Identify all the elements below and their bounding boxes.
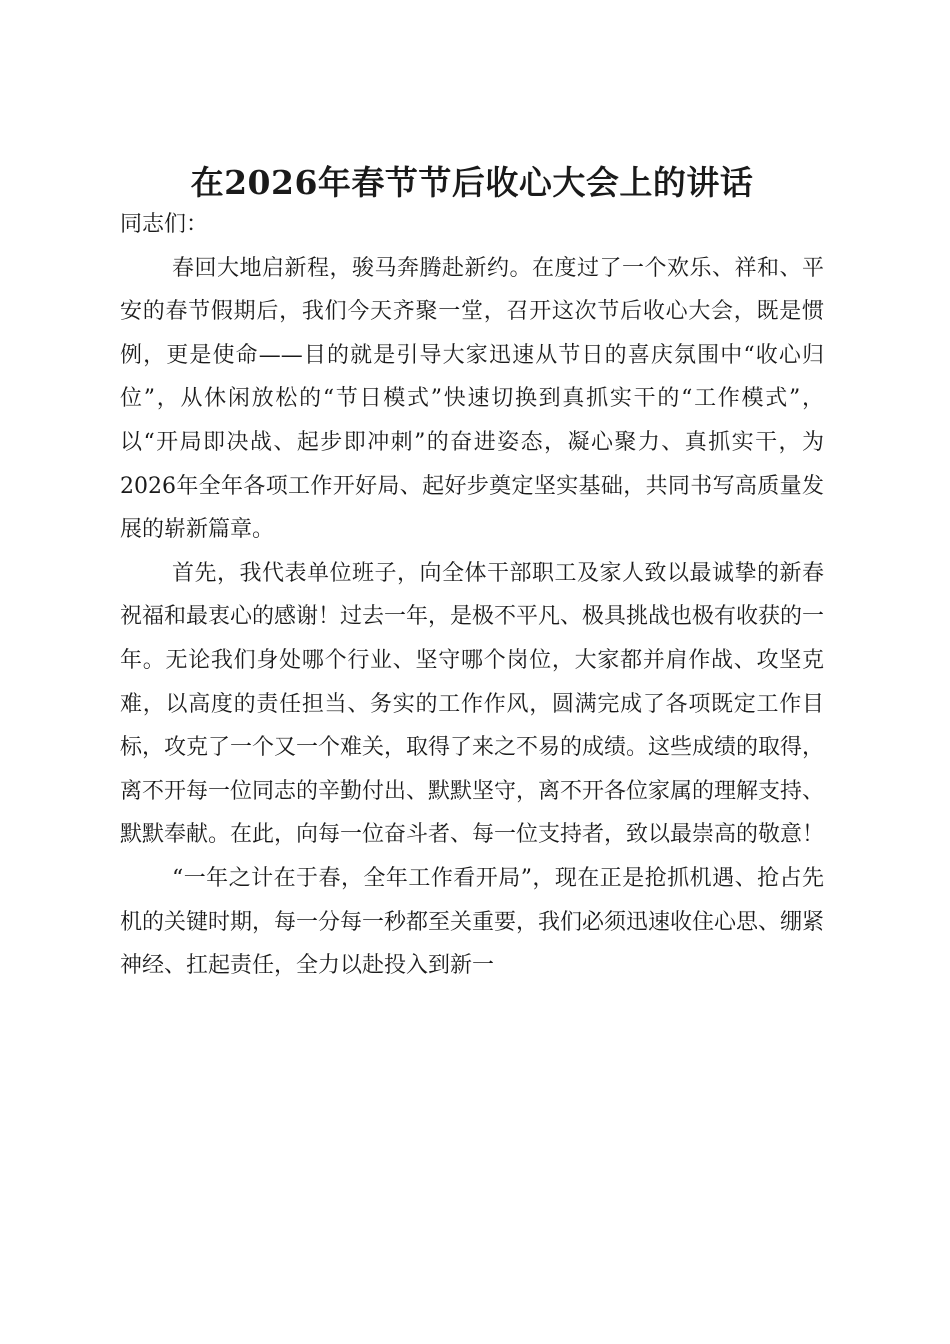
salutation: 同志们： bbox=[120, 212, 209, 237]
document-body bbox=[120, 203, 824, 988]
document-title: 在2026年春节节后收心大会上的讲话 bbox=[190, 163, 754, 203]
paragraph-2: 首先，我代表单位班子，向全体干部职工及家人致以最诚挚的新春祝福和最衷心的感谢！过去一年，是极不平凡、极具挑战也极有收获的一年。无论我们身处哪个行业、坚守哪个岗位，大家都并肩作战、攻坚克难，以高度的责任担当、务实的工作作风，圆满完成了各项既定工作目标，攻克了一个又一个难关，取得了来之不易的成绩。这些成绩的取得，离不开每一位同志的辛勤付出、默默坚守，离不开各位家属的理解支持、默默奉献。在此，向每一位奋斗者、每一位支持者，致以最崇高的敬意！ bbox=[120, 560, 825, 848]
paragraph-1: 春回大地启新程，骏马奔腾赴新约。在度过了一个欢乐、祥和、平安的春节假期后，我们今天齐聚一堂，召开这次节后收心大会，既是惯例，更是使命——目的就是引导大家迅速从节日的喜庆氛围中“收心归位”，从休闲放松的“节日模式”快速切换到真抓实干的“工作模式”，以“开局即决战、起步即冲刺”的奋进姿态，凝心聚力、真抓实干，为2026年全年各项工作开好局、起好步奠定坚实基础，共同书写高质量发展的崭新篇章。 bbox=[120, 255, 824, 543]
paragraph-3: “一年之计在于春，全年工作看开局”，现在正是抢抓机遇、抢占先机的关键时期，每一分每一秒都至关重要，我们必须迅速收住心思、绷紧神经、扛起责任，全力以赴投入到新一 bbox=[120, 865, 825, 979]
